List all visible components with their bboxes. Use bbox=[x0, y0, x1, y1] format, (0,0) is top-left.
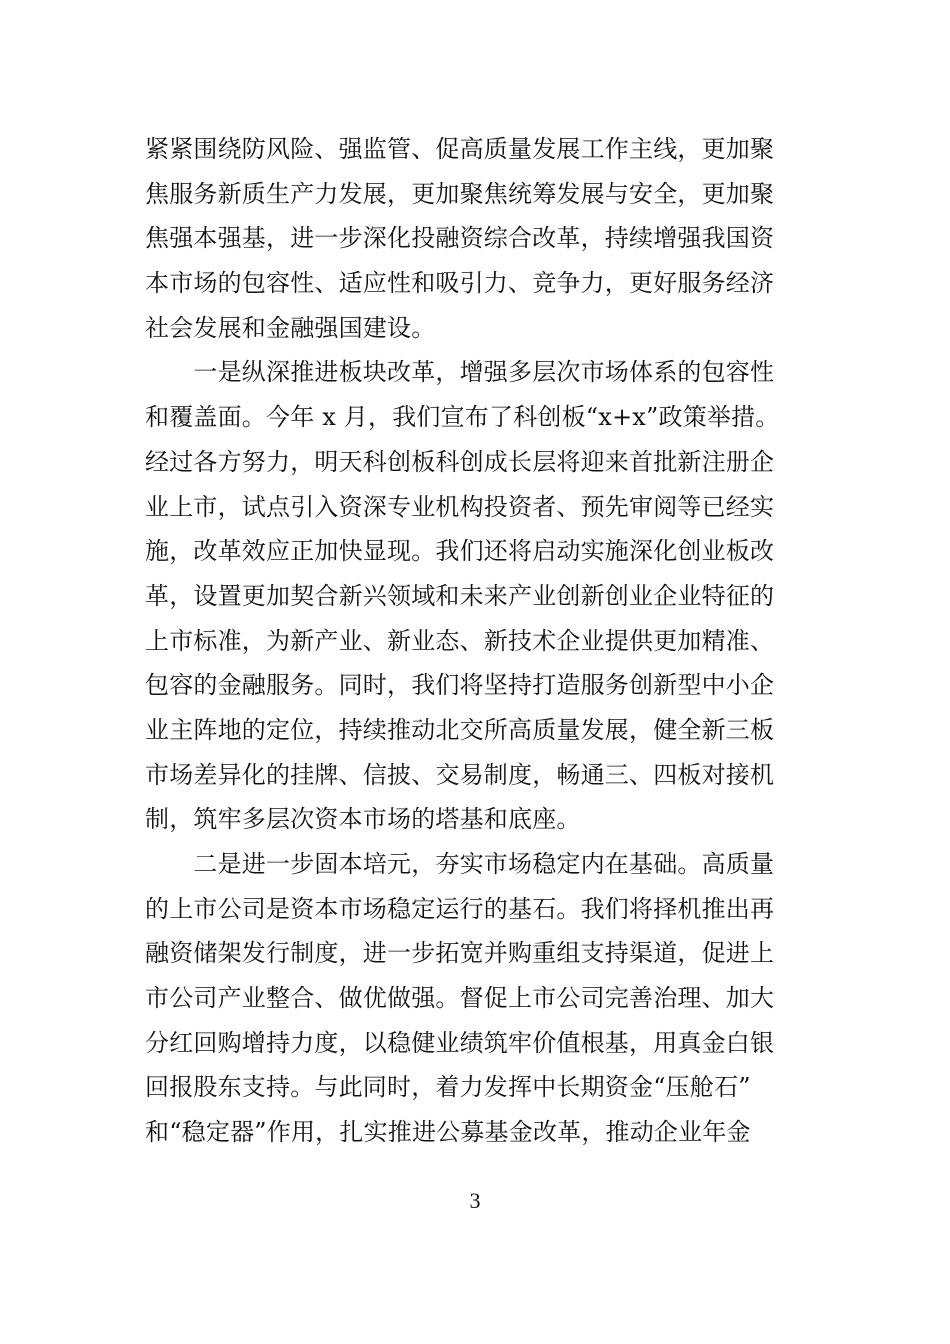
text-line: 制，筑牢多层次资本市场的塔基和底座。 bbox=[145, 805, 581, 834]
text-line: 和覆盖面。今年 x 月，我们宣布了科创板“x+x”政策举措。 bbox=[145, 403, 780, 432]
text-line: 上市标准，为新产业、新业态、新技术企业提供更加精准、 bbox=[145, 626, 775, 655]
text-line: 社会发展和金融强国建设。 bbox=[145, 313, 436, 342]
body-text bbox=[145, 127, 835, 1155]
text-line: 焦强本强基，进一步深化投融资综合改革，持续增强我国资 bbox=[145, 224, 775, 253]
text-line: 革，设置更加契合新兴领域和未来产业创新创业企业特征的 bbox=[145, 581, 775, 610]
text-line: 本市场的包容性、适应性和吸引力、竞争力，更好服务经济 bbox=[145, 269, 775, 298]
text-line: 回报股东支持。与此同时，着力发挥中长期资金“压舱石” bbox=[145, 1073, 751, 1102]
text-line: 紧紧围绕防风险、强监管、促高质量发展工作主线，更加聚 bbox=[145, 135, 775, 163]
text-line: 业上市，试点引入资深专业机构投资者、预先审阅等已经实 bbox=[145, 492, 775, 521]
text-line: 的上市公司是资本市场稳定运行的基石。我们将择机推出再 bbox=[145, 894, 775, 923]
text-line: 一是纵深推进板块改革，增强多层次市场体系的包容性 bbox=[145, 358, 775, 387]
text-line: 和“稳定器”作用，扎实推进公募基金改革，推动企业年金 bbox=[145, 1118, 751, 1147]
text-line: 分红回购增持力度，以稳健业绩筑牢价值根基，用真金白银 bbox=[145, 1028, 775, 1057]
page-number: 3 bbox=[469, 1188, 481, 1213]
text-line: 经过各方努力，明天科创板科创成长层将迎来首批新注册企 bbox=[145, 447, 775, 476]
text-line: 市场差异化的挂牌、信披、交易制度，畅通三、四板对接机 bbox=[145, 760, 775, 789]
text-line: 包容的金融服务。同时，我们将坚持打造服务创新型中小企 bbox=[145, 671, 775, 700]
text-line: 焦服务新质生产力发展，更加聚焦统筹发展与安全，更加聚 bbox=[145, 179, 775, 208]
text-line: 市公司产业整合、做优做强。督促上市公司完善治理、加大 bbox=[145, 984, 775, 1013]
text-line: 业主阵地的定位，持续推动北交所高质量发展，健全新三板 bbox=[145, 715, 775, 744]
text-line: 二是进一步固本培元，夯实市场稳定内在基础。高质量 bbox=[145, 850, 775, 878]
text-line: 施，改革效应正加快显现。我们还将启动实施深化创业板改 bbox=[145, 537, 775, 566]
text-line: 融资储架发行制度，进一步拓宽并购重组支持渠道，促进上 bbox=[145, 939, 775, 968]
